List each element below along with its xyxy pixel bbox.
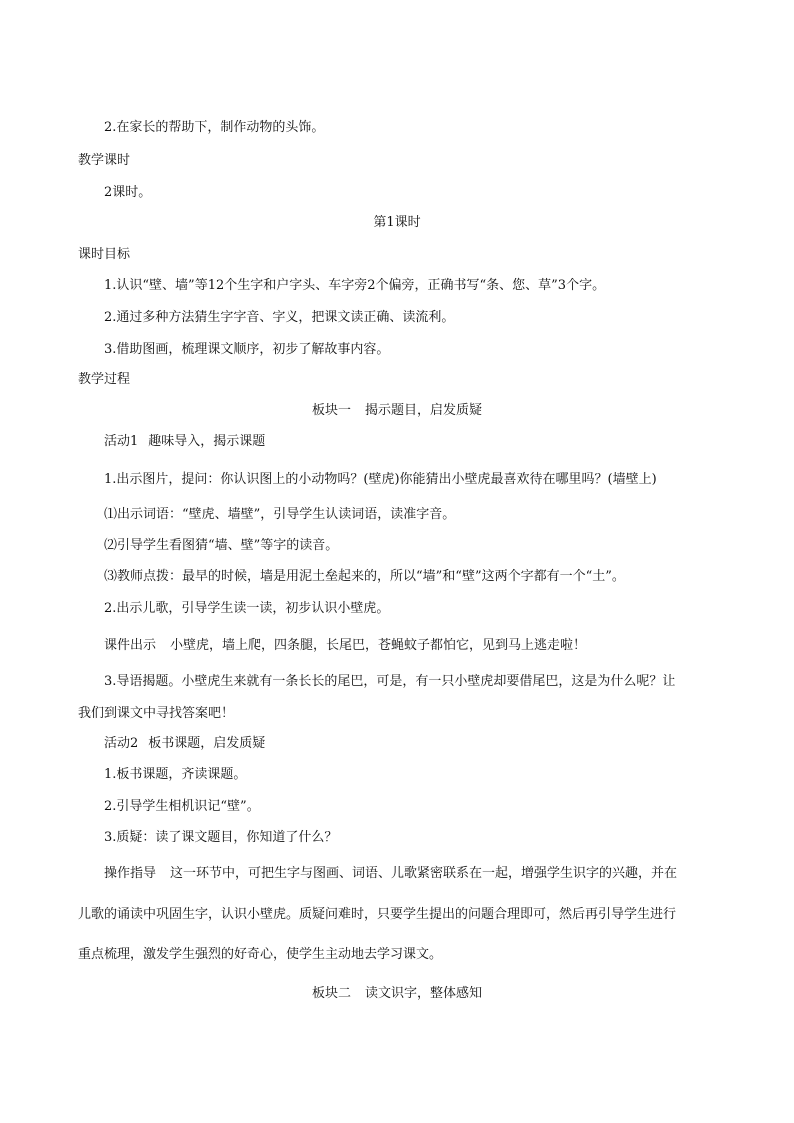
activity-2-name: 板书课题，启发质疑 [148,736,266,751]
courseware-rhyme: 小壁虎，墙上爬，四条腿，长尾巴，苍蝇蚊子都怕它，见到马上逃走啦！ [170,638,587,653]
courseware-display [104,638,586,654]
section-2-number: 板块二 [311,986,351,1001]
section-2-name: 读文识字，整体感知 [365,986,483,1001]
activity-1-name: 趣味导入，揭示课题 [148,434,266,449]
operation-guide-line-1 [104,866,677,882]
activity-2-step-1: 1.板书课题，齐读课题。 [104,767,247,782]
activity-1-number: 活动1 [104,434,139,449]
activity-2-step-3: 3.质疑：读了课文题目，你知道了什么？ [104,830,338,845]
activity-2-title [104,736,265,752]
operation-guide-text-1: 这一环节中，可把生字与图画、词语、儿歌紧密联系在一起，增强学生识字的兴趣，并在 [170,866,678,881]
teaching-hours-value: 2课时。 [104,185,152,200]
step-1: 1.出示图片，提问：你认识图上的小动物吗？(壁虎)你能猜出小壁虎最喜欢待在哪里吗？(墙壁上) [104,472,657,487]
prep-item-2: 2.在家长的帮助下，制作动物的头饰。 [104,120,325,135]
step-3-line-1: 3.导语揭题。小壁虎生来就有一条长长的尾巴，可是，有一只小壁虎却要借尾巴，这是为什么呢？让 [104,674,676,689]
step-1-sub-2: ⑵引导学生看图猜“墙、壁”等字的读音。 [104,538,339,553]
step-1-sub-3: ⑶教师点拨：最早的时候，墙是用泥土垒起来的，所以“墙”和“壁”这两个字都有一个“土”。 [104,569,625,584]
section-1-title [0,403,794,419]
section-1-name: 揭示题目，启发质疑 [365,403,483,418]
heading-lesson-goals: 课时目标 [78,247,131,262]
lesson-title: 第1课时 [373,215,421,230]
step-3-line-2: 我们到课文中寻找答案吧！ [78,706,235,721]
goal-1: 1.认识“壁、墙”等12个生字和户字头、车字旁2个偏旁，正确书写“条、您、草”3个字。 [104,278,606,293]
step-1-sub-1: ⑴出示词语：“壁虎、墙壁”，引导学生认读词语，读准字音。 [104,507,456,522]
operation-guide-label: 操作指导 [104,866,157,881]
step-2: 2.出示儿歌，引导学生读一读，初步认识小壁虎。 [104,601,390,616]
activity-2-number: 活动2 [104,736,139,751]
operation-guide-line-3: 重点梳理，激发学生强烈的好奇心，使学生主动地去学习课文。 [78,947,443,962]
goal-2: 2.通过多种方法猜生字字音、字义，把课文读正确、读流利。 [104,310,455,325]
heading-teaching-process: 教学过程 [78,372,131,387]
heading-teaching-hours: 教学课时 [78,153,131,168]
activity-1-title [104,434,265,450]
goal-3: 3.借助图画，梳理课文顺序，初步了解故事内容。 [104,342,390,357]
section-2-title [0,986,794,1002]
activity-2-step-2: 2.引导学生相机识记“壁”。 [104,799,260,814]
courseware-label: 课件出示 [104,638,157,653]
operation-guide-line-2: 儿歌的诵读中巩固生字，认识小壁虎。质疑问难时，只要学生提出的问题合理即可，然后再引导学生进行 [78,907,677,922]
section-1-number: 板块一 [311,403,351,418]
